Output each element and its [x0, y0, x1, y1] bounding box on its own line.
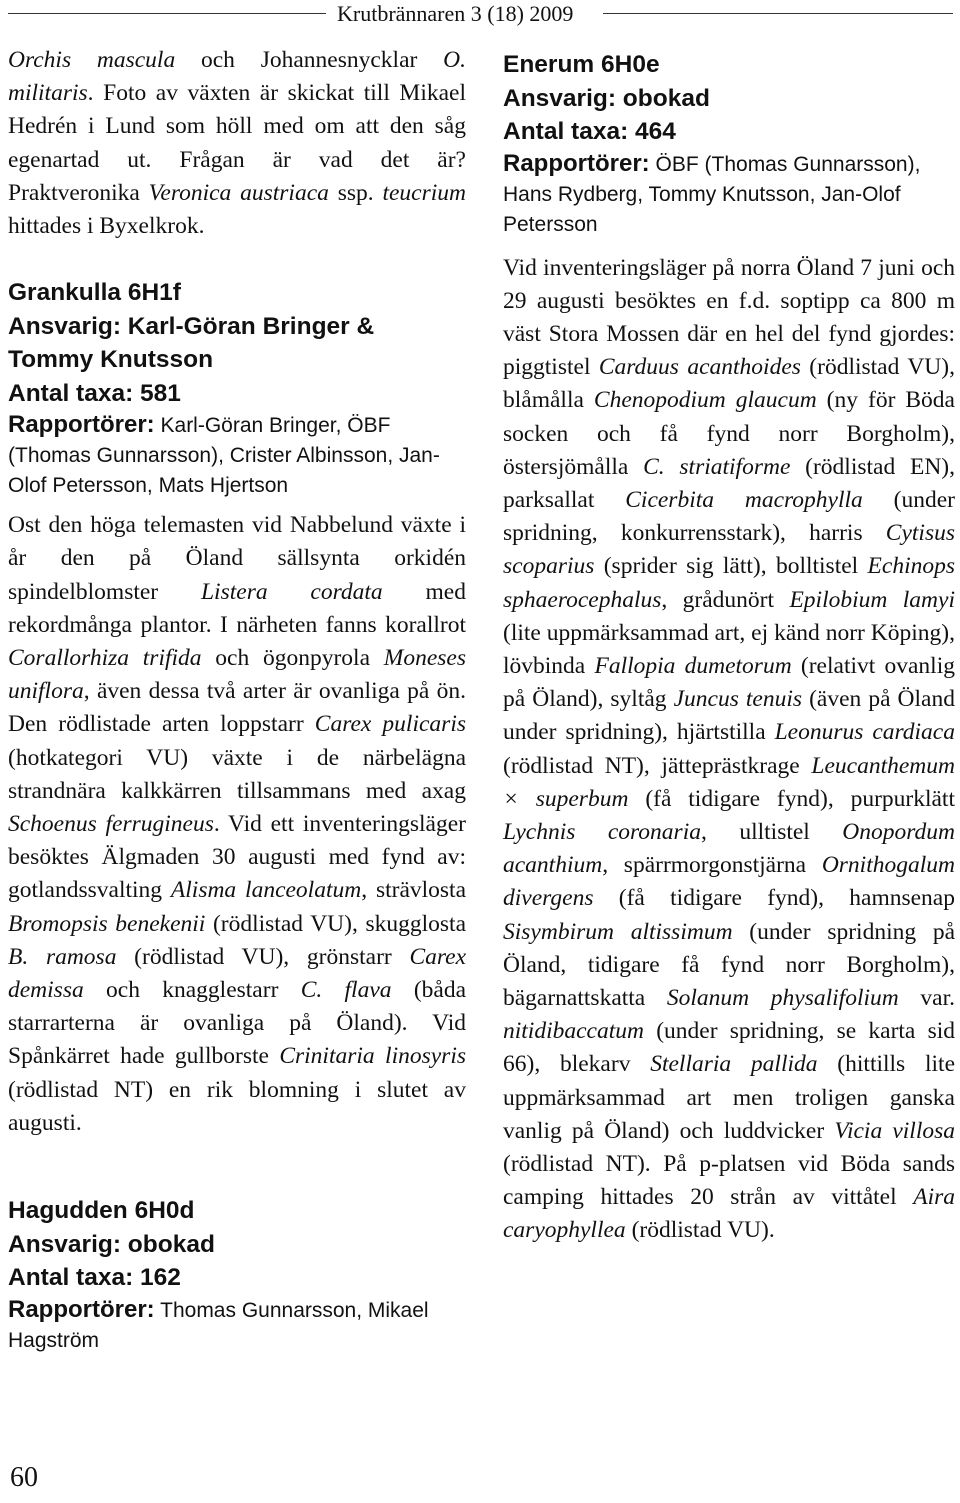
enerum-title: Enerum 6H0e	[503, 51, 660, 78]
hagudden-ansvarig: Ansvarig: obokad	[8, 1230, 215, 1258]
text-run: (under spridning, konkurrensstark), harris	[503, 486, 955, 547]
text-run: (sprider sig lätt), bolltistel	[594, 553, 868, 580]
hagudden-taxa: Antal taxa: 162	[8, 1264, 181, 1292]
text-run: (hittills lite uppmärksammad art men troligen ganska vanlig på Öland) och luddvicker	[503, 1051, 955, 1144]
species-name: Moneses uniflora	[8, 645, 466, 705]
text-run: (under spridning, se karta sid 66), blekarv	[503, 1018, 955, 1078]
running-header	[0, 0, 960, 30]
species-name: nitidibaccatum	[503, 1018, 644, 1045]
species-name: Chenopodium glaucum	[593, 387, 817, 414]
grankulla-ansvarig: Ansvarig: Karl-Göran Bringer & Tommy Knutsson	[8, 312, 375, 374]
enerum-heading	[503, 48, 955, 240]
page-number: 60	[10, 1462, 38, 1493]
grankulla-heading	[8, 276, 466, 501]
text-run: (rödlistad VU), grönstarr	[116, 943, 410, 970]
text-run: (rödlistad NT), jätteprästkrage	[503, 752, 812, 779]
text-run: (rödlistad VU), blåmålla	[503, 354, 955, 414]
grankulla-rapportorer	[8, 410, 466, 501]
header-rule-right	[603, 13, 953, 14]
species-name: Carex demissa	[8, 943, 466, 1004]
species-name: Lychnis coronaria	[503, 818, 701, 845]
text-run: (rödlistad NT). På p-platsen vid Böda sands camping hittades 20 strån av vittåtel	[503, 1150, 955, 1211]
rapportorer-names: Karl-Göran Bringer, ÖBF (Thomas Gunnarsson), Crister Albinsson, Jan-Olof Petersson, Mats Hjertson	[8, 414, 440, 498]
text-run: , grådunört	[661, 586, 790, 613]
enerum-rapportorer	[503, 149, 955, 240]
hagudden-heading	[8, 1194, 466, 1356]
text-run: (rödlistad NT) en rik blomning i slutet av augusti.	[8, 1076, 466, 1136]
species-name: Cytisus scoparius	[503, 520, 955, 580]
species-name: Veronica austriaca	[148, 179, 329, 206]
grankulla-title: Grankulla 6H1f	[8, 279, 181, 307]
species-name: Crinitaria linosyris	[279, 1043, 466, 1070]
species-name: Echinops sphaerocephalus	[503, 553, 955, 613]
text-run: och ögonpyrola	[201, 645, 384, 672]
rapportorer-label: Rapportörer:	[8, 1295, 155, 1323]
hagudden-title: Hagudden 6H0d	[8, 1197, 195, 1225]
species-name: Listera cordata	[200, 578, 383, 605]
text-run: (relativt ovanlig på Öland), syltåg	[503, 652, 955, 713]
text-run: (rödlistad VU), skugglosta	[205, 910, 467, 937]
journal-title: Krutbrännaren 3 (18) 2009	[337, 1, 574, 26]
text-run: och Johannesnycklar	[175, 47, 444, 73]
text-run: , strävlosta	[361, 877, 467, 904]
text-run: . Foto av växten är skickat till Mikael Hedrén i Lund som höll med om att den såg egenartad ut. Frågan är vad det är? Praktveronika	[8, 80, 466, 206]
text-run: (hotkategori VU) växte i de närbelägna strandnära kalkkärren tillsammans med axag	[8, 744, 466, 804]
species-name: Fallopia dumetorum	[594, 652, 792, 679]
species-name: Leucanthemum × superbum	[503, 752, 955, 812]
species-name: Orchis mascula	[8, 47, 176, 73]
text-run: (få tidigare fynd), purpurklätt	[628, 785, 955, 812]
species-name: Epilobium lamyi	[789, 586, 955, 613]
intro-paragraph	[8, 44, 466, 243]
text-run: (rödlistad EN), parksallat	[503, 453, 955, 513]
species-name: Schoenus ferrugineus	[8, 811, 214, 838]
species-name: Stellaria pallida	[650, 1051, 818, 1078]
species-name: Aira caryophyllea	[503, 1184, 955, 1244]
text-run: ssp.	[328, 179, 383, 206]
grankulla-body	[8, 509, 466, 1140]
rapportorer-label: Rapportörer:	[8, 411, 155, 439]
text-run: (ny för Böda socken och få fynd norr Borgholm), östersjömålla	[503, 387, 955, 480]
species-name: C. flava	[300, 977, 392, 1004]
text-run: . Vid ett inventeringsläger besöktes Älgmaden 30 augusti med fynd av: gotlandssvalting	[8, 811, 466, 904]
species-name: Leonurus cardiaca	[774, 719, 955, 746]
text-run: (under spridning på Öland, tidigare få fynd norr Borgholm), bägarnattskatta	[503, 918, 955, 1011]
species-name: Corallorhiza trifida	[8, 645, 202, 672]
species-name: B. ramosa	[8, 943, 117, 970]
species-name: Vicia villosa	[834, 1117, 956, 1144]
text-run: (även på Öland under spridning), hjärtstilla	[503, 686, 955, 746]
text-run: (lite uppmärksammad art, ej känd norr Köping), lövbinda	[503, 619, 955, 679]
species-name: Solanum physalifolium	[666, 984, 899, 1011]
text-run: , ulltistel	[701, 818, 843, 845]
species-name: Ornithogalum divergens	[503, 852, 955, 912]
hagudden-rapportorer	[8, 1295, 466, 1356]
text-run: (rödlistad VU).	[625, 1217, 775, 1244]
species-name: C. striatiforme	[643, 453, 791, 480]
left-column	[8, 44, 466, 1356]
right-column	[503, 44, 955, 1248]
text-run: spärrmorgonstjärna	[608, 852, 822, 879]
enerum-ansvarig: Ansvarig: obokad	[503, 84, 710, 112]
species-name: Onopordum acanthium,	[503, 818, 955, 879]
text-run: (få tidigare fynd), hamnsenap	[593, 885, 955, 912]
rapportorer-label: Rapportörer:	[503, 149, 650, 177]
species-name: Sisymbirum altissimum	[503, 918, 733, 945]
rapportorer-names: Thomas Gunnarsson, Mikael Hagström	[8, 1298, 429, 1352]
species-name: Carex pulicaris	[314, 711, 466, 738]
enerum-taxa: Antal taxa: 464	[503, 118, 676, 145]
text-run: hittades i Byxelkrok.	[8, 213, 205, 240]
enerum-body	[503, 252, 955, 1248]
species-name: Juncus tenuis	[673, 686, 803, 713]
rapportorer-names: ÖBF (Thomas Gunnarsson), Hans Rydberg, Tommy Knutsson, Jan-Olof Petersson	[503, 152, 921, 236]
species-name: teucrium	[382, 179, 466, 206]
species-name: O. militaris	[8, 47, 466, 107]
text-run: , även dessa två arter är ovanliga på ön. Den rödlistade arten loppstarr	[8, 678, 466, 738]
text-run: Vid inventeringsläger på norra Öland 7 juni och 29 augusti besöktes en f.d. soptipp ca 800 m väst Stora Mossen där en hel del fynd gjordes: piggtistel	[503, 254, 955, 381]
text-run: (båda starrarterna är ovanliga på Öland). Vid Spånkärret hade gullborste	[8, 977, 467, 1070]
species-name: Carduus acanthoides	[598, 354, 801, 381]
grankulla-taxa: Antal taxa: 581	[8, 379, 181, 407]
header-rule-left	[8, 13, 326, 14]
text-run: Ost den höga telemasten vid Nabbelund växte i år den på Öland sällsynta orkidén spindelblomster	[8, 512, 466, 605]
species-name: Cicerbita macrophylla	[625, 486, 863, 513]
text-run: och knagglestarr	[83, 977, 301, 1004]
text-run: med rekordmånga plantor. I närheten fanns korallrot	[8, 578, 466, 638]
text-run: var.	[898, 984, 955, 1011]
species-name: Alisma lanceolatum	[170, 877, 362, 904]
species-name: Bromopsis benekenii	[8, 910, 206, 937]
